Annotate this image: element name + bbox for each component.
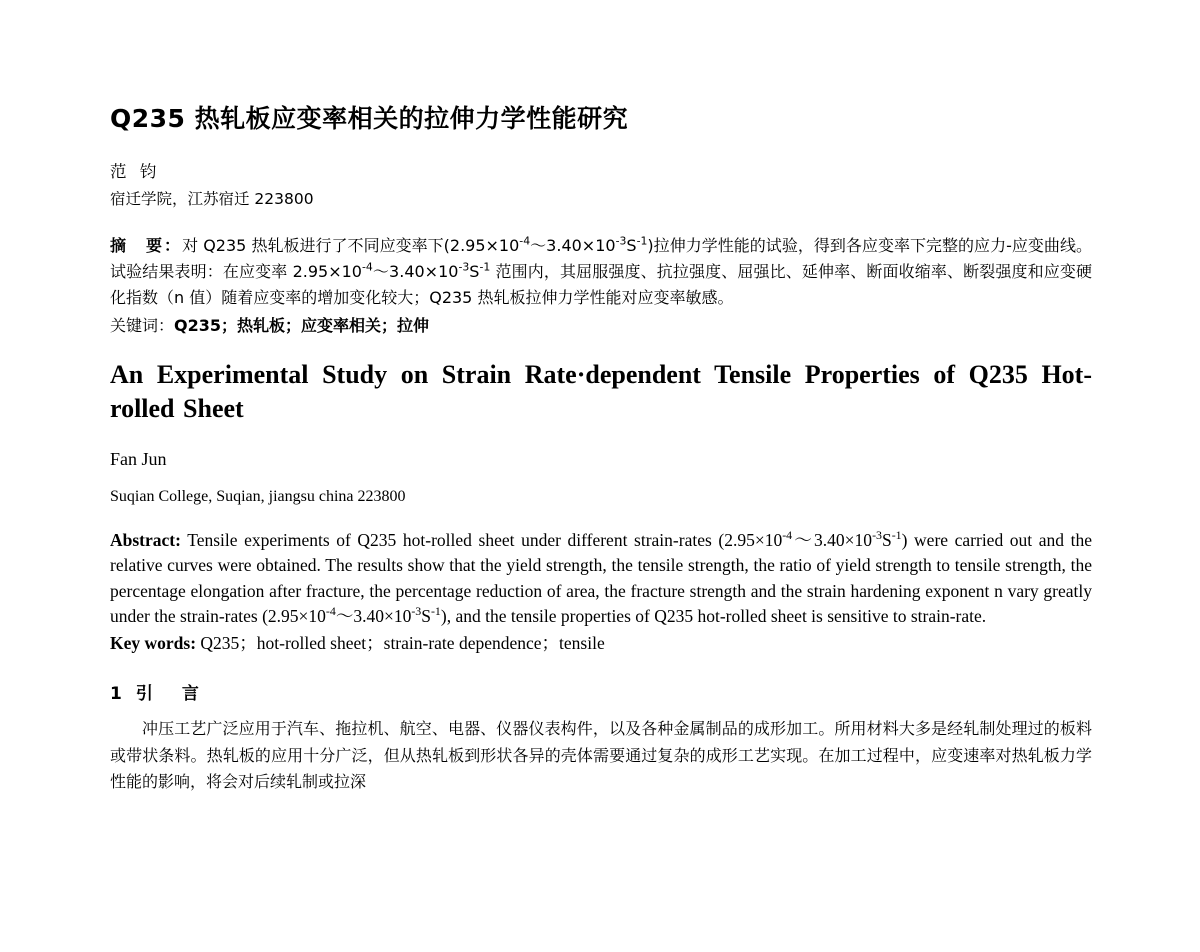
english-abstract-text-7: ), and the tensile properties of Q235 hot-rolled sheet is sensitive to strain-rate. — [440, 605, 987, 626]
english-abstract — [110, 528, 1092, 630]
chinese-title: Q235 热轧板应变率相关的拉伸力学性能研究 — [110, 104, 629, 133]
english-abstract-sup-2: -3 — [872, 528, 882, 543]
english-keywords-label: Key words: — [110, 633, 197, 654]
english-abstract-sup-1: -4 — [782, 528, 793, 543]
chinese-abstract-sup-2: -3 — [615, 234, 627, 248]
english-affiliation: Suqian College, Suqian, jiangsu china 223800 — [110, 487, 406, 505]
chinese-abstract-sup-3: -1 — [636, 234, 648, 248]
chinese-abstract-label: 摘 要： — [110, 236, 183, 255]
chinese-abstract-text-1: 对 Q235 热轧板进行了不同应变率下(2.95×10 — [182, 236, 520, 255]
english-abstract-sup-3: -1 — [891, 528, 902, 543]
section-number: 1 — [110, 683, 122, 704]
chinese-keywords — [110, 313, 1092, 339]
chinese-abstract-sup-1: -4 — [519, 234, 531, 248]
english-abstract-text-2: ～3.40×10 — [792, 529, 873, 550]
english-abstract-text-5: ～3.40×10 — [335, 605, 412, 626]
english-abstract-sup-6: -1 — [430, 604, 441, 619]
english-abstract-text-3: S — [881, 529, 892, 550]
chinese-abstract — [110, 233, 1092, 311]
chinese-abstract-text-3: S — [626, 236, 637, 255]
chinese-abstract-text-5: ～3.40×10 — [372, 261, 459, 281]
chinese-keywords-text: Q235；热轧板；应变率相关；拉伸 — [174, 315, 430, 335]
section-title: 引 言 — [135, 683, 205, 704]
english-author: Fan Jun — [110, 448, 167, 469]
chinese-abstract-sup-6: -1 — [479, 260, 491, 274]
body-paragraph-1: 冲压工艺广泛应用于汽车、拖拉机、航空、电器、仪器仪表构件，以及各种金属制品的成形加工。所用材料大多是经轧制处理过的板料或带状条料。热轧板的应用十分广泛，但从热轧板到形状各异的壳体需要通过复杂的成形工艺实现。在加工过程中，应变速率对热轧板力学性能的影响，将会对后续轧制或拉深 — [110, 718, 1092, 792]
chinese-abstract-text-7: 范围内，其屈服强度、抗拉强度、屈强比、延伸率、断面收缩率、断裂强度和应变硬化指数（n 值）随着应变率的增加变化较大；Q235 热轧板拉伸力学性能对应变率敏感。 — [110, 261, 1092, 307]
english-abstract-sup-4: -4 — [325, 604, 336, 619]
chinese-abstract-sup-5: -3 — [458, 260, 470, 274]
chinese-keywords-label: 关键词： — [110, 315, 175, 335]
english-abstract-text-1: Tensile experiments of Q235 hot-rolled sheet under different strain-rates (2.95×10 — [180, 529, 783, 550]
chinese-abstract-text-6: S — [469, 261, 480, 281]
english-title: An Experimental Study on Strain Rate·dependent Tensile Properties of Q235 Hot-rolled Sheet — [110, 360, 1092, 423]
chinese-abstract-text-4: )拉伸力学性能的试验，得到各应变率下完整的应力‑应变曲线。试验结果表明：在应变率 2.95×10 — [110, 236, 1092, 281]
chinese-affiliation: 宿迁学院，江苏宿迁 223800 — [110, 189, 314, 208]
chinese-abstract-text-2: ～3.40×10 — [530, 236, 616, 255]
chinese-abstract-sup-4: -4 — [361, 260, 373, 274]
english-keywords-text: Q235；hot-rolled sheet；strain-rate dependence；tensile — [196, 633, 605, 654]
english-abstract-sup-5: -3 — [411, 604, 422, 619]
english-abstract-text-4: ) were carried out and the relative curves were obtained. The results show that the yield strength, the tensile strength, the ratio of yield strength to tensile strength, the percentage elongation after fracture, the percentage reduction of area, the fracture strength and the strain hardening exponent n vary greatly under the strain-rates (2.95×10 — [110, 529, 1093, 626]
chinese-author: 范 钧 — [110, 162, 161, 181]
english-abstract-label: Abstract: — [110, 529, 181, 550]
section-heading-1 — [110, 679, 1092, 704]
english-abstract-text-6: S — [421, 605, 431, 626]
english-keywords — [110, 631, 1092, 656]
